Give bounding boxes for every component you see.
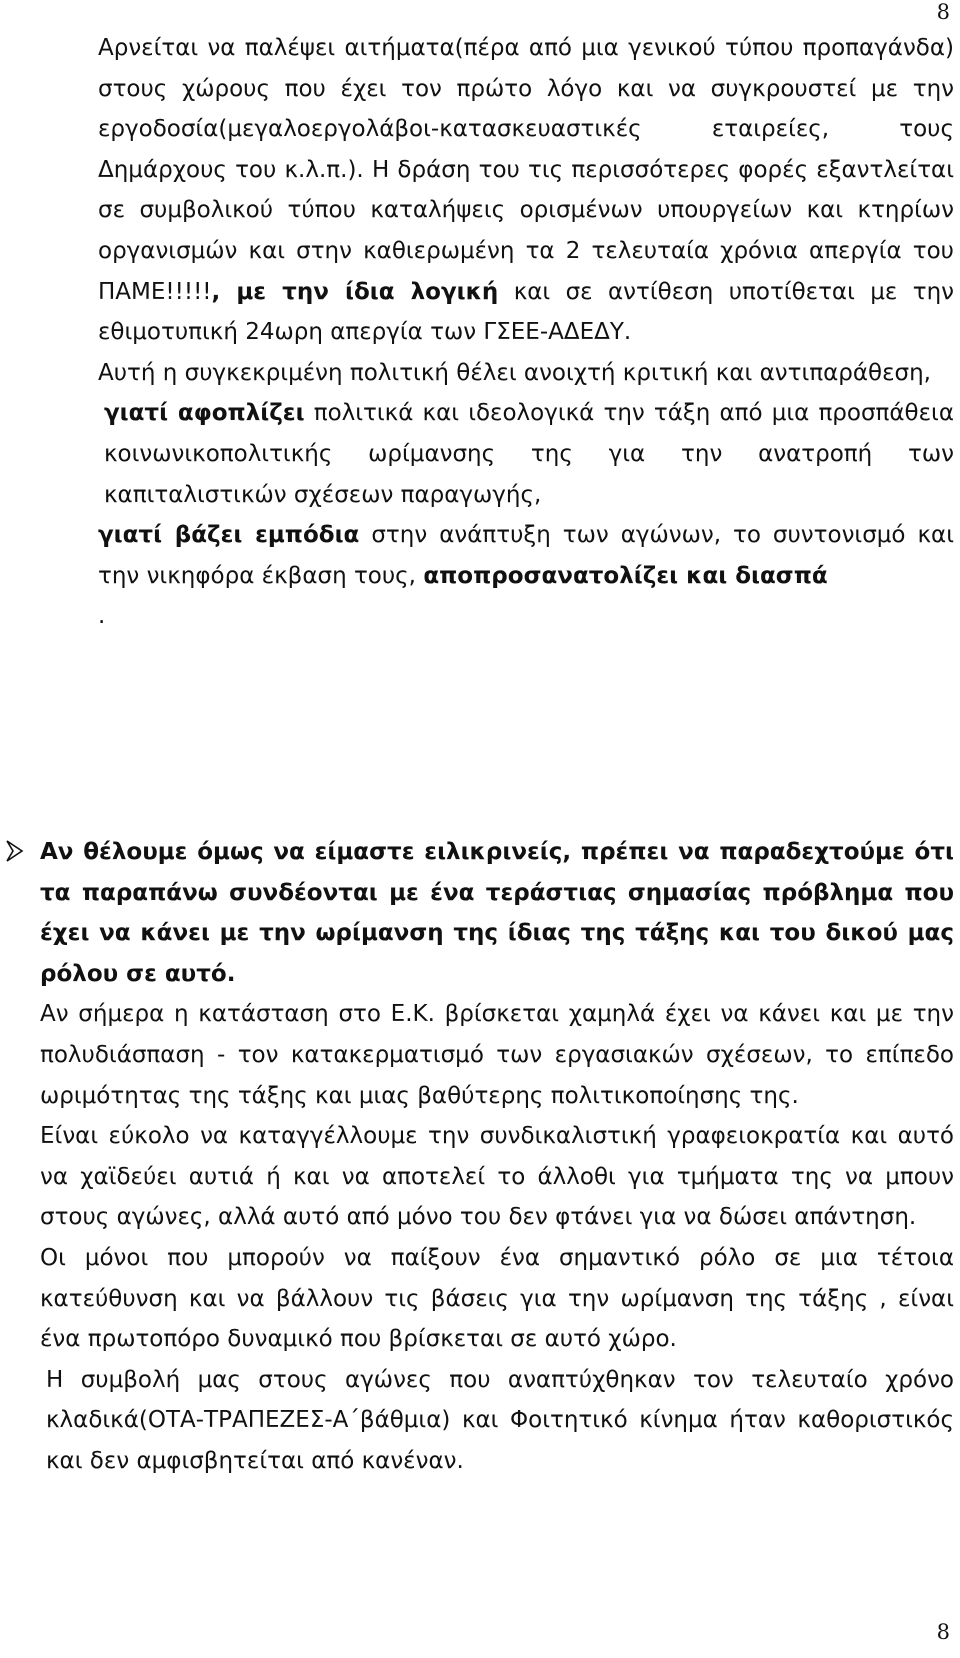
paragraph-bureaucracy: Είναι εύκολο να καταγγέλλουμε την συνδικαλιστική γραφειοκρατία και αυτό να χαϊδεύει αυτιά ή και να αποτελεί το άλλοθι για τμήματα της να μπουν στους αγώνες, αλλά αυτό από μόνο του δεν φτάνει για να δώσει απάντηση. — [40, 1123, 954, 1231]
paragraph-class-situation: Αν σήμερα η κατάσταση στο Ε.Κ. βρίσκεται χαμηλά έχει να κάνει και με την πολυδιάσπαση - τον κατακερματισμό των εργασιακών σχέσεων, το επίπεδο ωριμότητας της τάξης και μιας βαθύτερης πολιτικοποίησης της. — [40, 1001, 954, 1109]
paragraph-disarms — [98, 393, 954, 515]
emphasis-text: , με την ίδια λογική — [211, 278, 499, 305]
text-section-bottom — [40, 832, 954, 1482]
emphasis-text: γιατί βάζει εμπόδια — [98, 522, 360, 549]
page-number-top: 8 — [936, 0, 950, 24]
bullet-text: Αν θέλουμε όμως να είμαστε ειλικρινείς, πρέπει να παραδεχτούμε ότι τα παραπάνω συνδέονται με ένα τεράστιας σημασίας πρόβλημα που έχει να κάνει με την ωρίμανση της ίδιας της τάξης και του δικού μας ρόλου σε αυτό. — [40, 839, 954, 987]
paragraph-vanguard: Οι μόνοι που μπορούν να παίξουν ένα σημαντικό ρόλο σε μια τέτοια κατεύθυνση και να βάλλουν τις βάσεις για την ωρίμανση της τάξης , είναι ένα πρωτοπόρο δυναμικό που βρίσκεται σε αυτό χώρο. — [40, 1244, 954, 1353]
page-number-bottom: 8 — [936, 1620, 950, 1644]
paragraph-text: πολιτικά και ιδεολογικά την τάξη από μια προσπάθεια κοινωνικοπολιτικής ωρίμανσης της για την ανατροπή των καπιταλιστικών σχέσεων παραγωγής, — [104, 400, 954, 508]
emphasis-text: αποπροσανατολίζει και διασπά — [423, 562, 828, 589]
paragraph-text: και σε αντίθεση υποτίθεται με την εθιμοτυπική 24ωρη απεργία των ΓΣΕΕ-ΑΔΕΔΥ. — [98, 278, 954, 346]
paragraph-text: στην ανάπτυξη των αγώνων, το συντονισμό και την νικηφόρα έκβαση τους, — [98, 522, 954, 589]
paragraph-contribution: Η συμβολή μας στους αγώνες που αναπτύχθηκαν τον τελευταίο χρόνο κλαδικά(ΟΤΑ-ΤΡΑΠΕΖΕΣ-Α΄βάθμια) και Φοιτητικό κίνημα ήταν καθοριστικός και δεν αμφισβητείται από κανέναν. — [46, 1366, 954, 1474]
paragraph-obstacles — [98, 515, 954, 596]
arrowhead-bullet-icon — [4, 832, 26, 872]
emphasis-text: γιατί αφοπλίζει — [104, 400, 305, 427]
paragraph-text: Αρνείται να παλέψει αιτήματα(πέρα από μια γενικού τύπου προπαγάνδα) στους χώρους που έχει τον πρώτο λόγο και να συγκρουστεί με την εργοδοσία(μεγαλοεργολάβοι-κατασκευαστικές εταιρείες, τους Δημάρχους του κ.λ.π.). Η δράση του τις περισσότερες φορές εξαντλείται σε συμβολικού τύπου καταλήψεις ορισμένων υπουργείων και κτηρίων οργανισμών και στην καθιερωμένη τα 2 τελευταία χρόνια απεργία του ΠΑΜΕ!!!!! — [98, 35, 954, 305]
bullet-paragraph — [40, 832, 954, 994]
paragraph-strike-critique — [98, 28, 954, 353]
text-section-top — [98, 28, 954, 637]
paragraph-period: . — [98, 603, 106, 630]
paragraph-policy-critique: Αυτή η συγκεκριμένη πολιτική θέλει ανοιχτή κριτική και αντιπαράθεση, — [98, 359, 931, 386]
